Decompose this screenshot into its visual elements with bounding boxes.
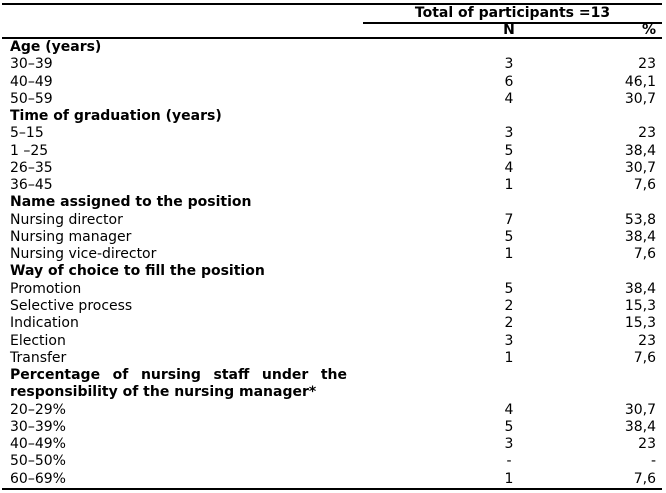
row-label: Election bbox=[10, 332, 66, 349]
row-label: Nursing director bbox=[10, 211, 123, 228]
pct-value: 53,8 bbox=[624, 211, 656, 228]
row-label: 30–39 bbox=[10, 56, 53, 73]
column-header-spacer bbox=[2, 24, 464, 37]
section-label-twoline bbox=[2, 367, 662, 402]
row-label: Nursing manager bbox=[10, 228, 132, 245]
section-label-line1: Percentage of nursing staff under the bbox=[10, 367, 347, 384]
section-label: Time of graduation (years) bbox=[10, 108, 222, 125]
pct-value: 30,7 bbox=[624, 401, 656, 418]
pct-value: 15,3 bbox=[624, 315, 656, 332]
table-row bbox=[2, 143, 662, 160]
table-row bbox=[2, 333, 662, 350]
n-value: 4 bbox=[504, 90, 514, 107]
pct-value: 30,7 bbox=[624, 90, 656, 107]
row-label: 20–29% bbox=[10, 401, 66, 418]
n-value: 2 bbox=[504, 315, 514, 332]
table-row bbox=[2, 471, 662, 488]
section-label: Way of choice to fill the position bbox=[10, 263, 265, 280]
table-row bbox=[2, 125, 662, 142]
section-header-row bbox=[2, 263, 662, 280]
n-value: 5 bbox=[504, 418, 514, 435]
n-value: 4 bbox=[504, 159, 514, 176]
n-value: 1 bbox=[504, 246, 514, 263]
row-label: 60–69% bbox=[10, 470, 66, 487]
pct-value: 7,6 bbox=[633, 349, 656, 366]
pct-value: 38,4 bbox=[624, 418, 656, 435]
n-value: 6 bbox=[504, 73, 514, 90]
pct-value: 38,4 bbox=[624, 142, 656, 159]
row-label: 40–49 bbox=[10, 73, 53, 90]
section-label-line2: responsibility of the nursing manager* bbox=[10, 384, 317, 401]
row-label: 26–35 bbox=[10, 159, 53, 176]
row-label: 40–49% bbox=[10, 436, 66, 453]
pct-value: 7,6 bbox=[633, 470, 656, 487]
n-value: 3 bbox=[504, 436, 514, 453]
pct-value: 23 bbox=[638, 332, 656, 349]
n-value: - bbox=[506, 453, 512, 470]
n-value: 1 bbox=[504, 177, 514, 194]
row-label: 50–59 bbox=[10, 90, 53, 107]
table-row bbox=[2, 56, 662, 73]
row-label: Nursing vice-director bbox=[10, 246, 157, 263]
n-value: 1 bbox=[504, 470, 514, 487]
row-label: Transfer bbox=[10, 349, 67, 366]
pct-value: 23 bbox=[638, 56, 656, 73]
n-value: 3 bbox=[504, 332, 514, 349]
row-label: Promotion bbox=[10, 280, 82, 297]
row-label: 1 –25 bbox=[10, 142, 49, 159]
n-value: 4 bbox=[504, 401, 514, 418]
section-label: Age (years) bbox=[10, 39, 102, 55]
pct-value: 7,6 bbox=[633, 177, 656, 194]
table-row bbox=[2, 281, 662, 298]
table-row bbox=[2, 246, 662, 263]
section-header-row-twoline bbox=[2, 367, 662, 402]
table-row bbox=[2, 419, 662, 436]
row-label: 36–45 bbox=[10, 177, 53, 194]
column-header-n: N bbox=[503, 22, 515, 38]
table-header-total: Total of participants =13 bbox=[363, 5, 662, 24]
n-value: 5 bbox=[504, 228, 514, 245]
pct-value: 38,4 bbox=[624, 280, 656, 297]
row-label: 50–50% bbox=[10, 453, 66, 470]
n-value: 5 bbox=[504, 280, 514, 297]
table-row bbox=[2, 229, 662, 246]
section-header-row bbox=[2, 194, 662, 211]
pct-value: 23 bbox=[638, 436, 656, 453]
section-header-row bbox=[2, 39, 662, 56]
column-header-pct: % bbox=[641, 22, 656, 38]
pct-value: 46,1 bbox=[624, 73, 656, 90]
n-value: 3 bbox=[504, 56, 514, 73]
row-label: Selective process bbox=[10, 297, 133, 314]
n-value: 5 bbox=[504, 142, 514, 159]
pct-value: 30,7 bbox=[624, 159, 656, 176]
pct-value: - bbox=[650, 453, 656, 470]
table-row bbox=[2, 74, 662, 91]
table-row bbox=[2, 91, 662, 108]
table-row bbox=[2, 402, 662, 419]
row-label: Indication bbox=[10, 315, 79, 332]
row-label: 5–15 bbox=[10, 125, 44, 142]
n-value: 7 bbox=[504, 211, 514, 228]
table-row bbox=[2, 212, 662, 229]
section-label: Name assigned to the position bbox=[10, 194, 252, 211]
section-header-row bbox=[2, 108, 662, 125]
pct-value: 15,3 bbox=[624, 297, 656, 314]
table-row bbox=[2, 298, 662, 315]
pct-value: 38,4 bbox=[624, 228, 656, 245]
table-row bbox=[2, 436, 662, 453]
table-column-headers bbox=[2, 24, 662, 39]
row-label: 30–39% bbox=[10, 418, 66, 435]
table-row bbox=[2, 160, 662, 177]
table-row bbox=[2, 177, 662, 194]
table-bottom-rule bbox=[2, 488, 662, 490]
table-row bbox=[2, 315, 662, 332]
table-row bbox=[2, 453, 662, 470]
n-value: 3 bbox=[504, 125, 514, 142]
pct-value: 7,6 bbox=[633, 246, 656, 263]
participants-table bbox=[2, 3, 662, 490]
pct-value: 23 bbox=[638, 125, 656, 142]
table-row bbox=[2, 350, 662, 367]
n-value: 1 bbox=[504, 349, 514, 366]
n-value: 2 bbox=[504, 297, 514, 314]
